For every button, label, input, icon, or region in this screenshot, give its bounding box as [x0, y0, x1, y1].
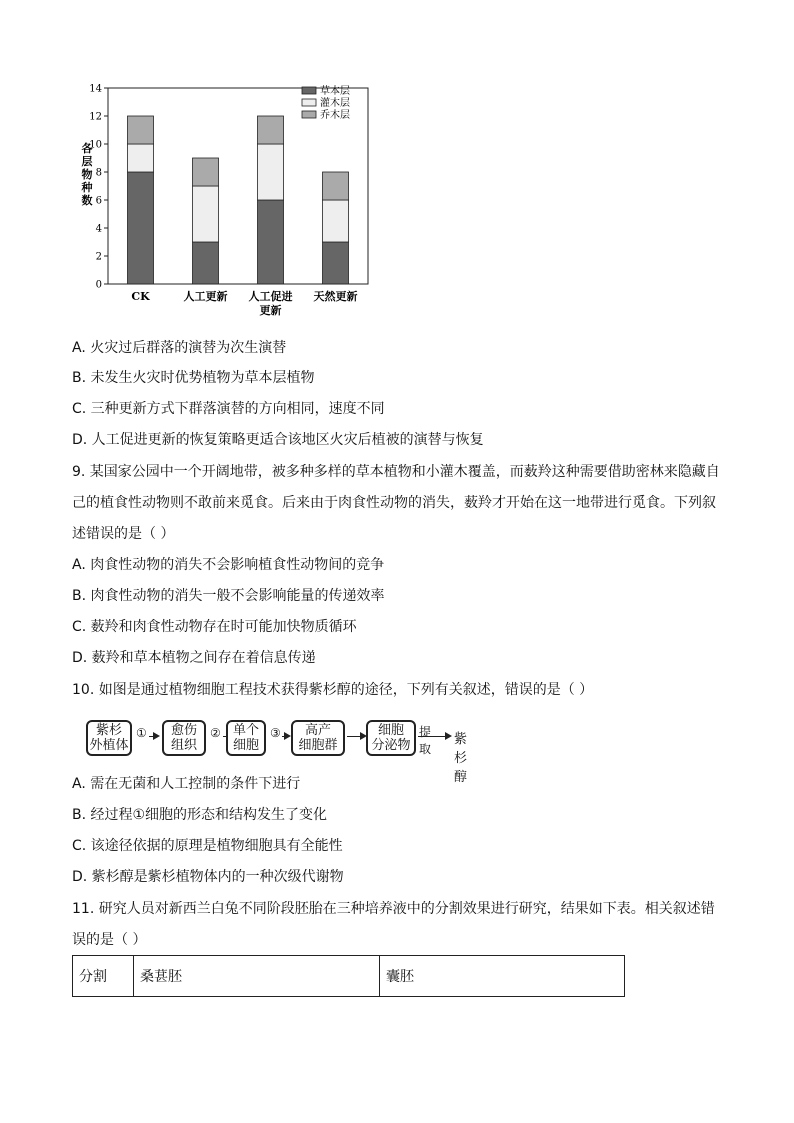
y-tick-label: 0 — [95, 279, 102, 291]
flow-step-1: ① — [136, 726, 147, 740]
legend-label: 乔木层 — [320, 110, 350, 121]
bar-segment — [128, 144, 154, 172]
y-tick-label: 4 — [95, 223, 102, 235]
flow-box-high-yield-line2: 细胞群 — [298, 738, 338, 753]
legend-label: 草本层 — [320, 86, 350, 97]
bar-segment — [193, 186, 219, 242]
chart-bars — [128, 116, 358, 317]
flow-product-taxol: 紫杉醇 — [454, 732, 468, 785]
flow-box-secretion — [366, 720, 416, 756]
q9-option-c: C. 薮羚和肉食性动物存在时可能加快物质循环 — [72, 619, 357, 635]
y-axis-label — [81, 141, 94, 207]
q9-option-b: B. 肉食性动物的消失一般不会影响能量的传递效率 — [72, 588, 385, 604]
q11-table — [72, 955, 625, 997]
legend-swatch — [302, 111, 316, 118]
q11-stem-line-1: 11. 研究人员对新西兰白兔不同阶段胚胎在三种培养液中的分割效果进行研究，结果如下表。相关叙述错 — [72, 901, 715, 917]
table-header-cell: 分割 — [73, 956, 134, 997]
flow-box-single-cell-line2: 细胞 — [232, 738, 259, 753]
table-row — [73, 956, 625, 997]
bar-segment — [128, 116, 154, 144]
legend-swatch — [302, 87, 316, 94]
q9-option-a: A. 肉食性动物的消失不会影响植食性动物间的竞争 — [72, 557, 385, 573]
flow-step-2: ② — [210, 726, 221, 740]
y-tick-label: 8 — [95, 167, 102, 179]
x-tick-label: 天然更新 — [313, 290, 358, 303]
q9-option-d: D. 薮羚和草本植物之间存在着信息传递 — [72, 650, 316, 666]
q10-option-c: C. 该途径依据的原理是植物细胞具有全能性 — [72, 838, 343, 854]
flow-box-single-cell — [226, 720, 266, 756]
q8-option-a: A. 火灾过后群落的演替为次生演替 — [72, 340, 287, 356]
flow-box-callus — [162, 720, 206, 756]
y-tick-label: 12 — [89, 111, 102, 123]
bar-segment — [323, 200, 349, 242]
bar-segment — [128, 172, 154, 284]
flow-box-secretion-line2: 分泌物 — [371, 738, 411, 753]
q8-option-c: C. 三种更新方式下群落演替的方向相同，速度不同 — [72, 401, 385, 417]
species-bar-chart — [78, 80, 378, 325]
y-axis-label-char: 种 — [81, 181, 93, 194]
bar-segment — [258, 200, 284, 284]
q10-option-b: B. 经过程①细胞的形态和结构发生了变化 — [72, 807, 328, 823]
x-tick-label: 人工更新 — [183, 290, 228, 303]
q9-stem-line-2: 己的植食性动物则不敢前来觅食。后来由于肉食性动物的消失，薮羚才开始在这一地带进行觅食。下列叙 — [72, 495, 716, 511]
q9-stem-line-1: 9. 某国家公园中一个开阔地带，被多种多样的草本植物和小灌木覆盖，而薮羚这种需要借助密林来隐藏自 — [72, 464, 720, 480]
flow-arrow-extract — [418, 736, 450, 737]
bar-segment — [193, 242, 219, 284]
flow-box-callus-line2: 组织 — [170, 738, 197, 753]
bar-segment — [258, 116, 284, 144]
y-tick-label: 2 — [95, 251, 102, 263]
x-tick-label: 人工促进 — [248, 290, 293, 303]
x-tick-label: 更新 — [259, 304, 282, 317]
flow-arrow-4 — [347, 736, 365, 737]
flow-box-callus-line1: 愈伤 — [170, 723, 197, 738]
chart-legend — [302, 84, 350, 121]
bar-segment — [323, 242, 349, 284]
y-axis-label-char: 层 — [81, 155, 93, 168]
x-tick-label: CK — [131, 290, 150, 303]
flow-step-3: ③ — [270, 726, 281, 740]
y-tick-label: 14 — [89, 83, 102, 95]
q10-option-a: A. 需在无菌和人工控制的条件下进行 — [72, 776, 301, 792]
flow-box-secretion-line1: 细胞 — [377, 723, 404, 738]
q10-option-d: D. 紫杉醇是紫杉植物体内的一种次级代谢物 — [72, 869, 344, 885]
y-tick-label: 10 — [89, 139, 102, 151]
flow-box-high-yield-cells — [291, 720, 345, 756]
q10-stem: 10. 如图是通过植物细胞工程技术获得紫杉醇的途径，下列有关叙述，错误的是（ ） — [72, 682, 594, 698]
flow-extract-label: 提取 — [419, 725, 432, 756]
table-header-cell: 囊胚 — [380, 956, 625, 997]
bar-segment — [193, 158, 219, 186]
flow-box-single-cell-line1: 单个 — [232, 723, 259, 738]
bar-segment — [323, 172, 349, 200]
table-header-cell: 桑葚胚 — [134, 956, 380, 997]
y-axis-label-char: 物 — [81, 168, 93, 181]
flow-arrow-3 — [282, 736, 289, 737]
q8-option-d: D. 人工促进更新的恢复策略更适合该地区火灾后植被的演替与恢复 — [72, 432, 484, 448]
bar-segment — [258, 144, 284, 200]
q8-option-b: B. 未发生火灾时优势植物为草本层植物 — [72, 370, 315, 386]
legend-label: 灌木层 — [320, 98, 350, 109]
flow-box-explant — [86, 720, 132, 756]
y-axis-label-char: 数 — [81, 194, 93, 207]
q11-stem-line-2: 误的是（ ） — [72, 932, 147, 948]
flow-arrow-1 — [149, 736, 158, 737]
flow-box-high-yield-line1: 高产 — [304, 723, 331, 738]
flow-box-explant-line1: 紫杉 — [95, 723, 122, 738]
y-axis-label-char: 各 — [81, 142, 93, 155]
q9-stem-line-3: 述错误的是（ ） — [72, 526, 175, 542]
y-tick-label: 6 — [95, 195, 102, 207]
flow-box-explant-line2: 外植体 — [89, 738, 129, 753]
legend-swatch — [302, 99, 316, 106]
